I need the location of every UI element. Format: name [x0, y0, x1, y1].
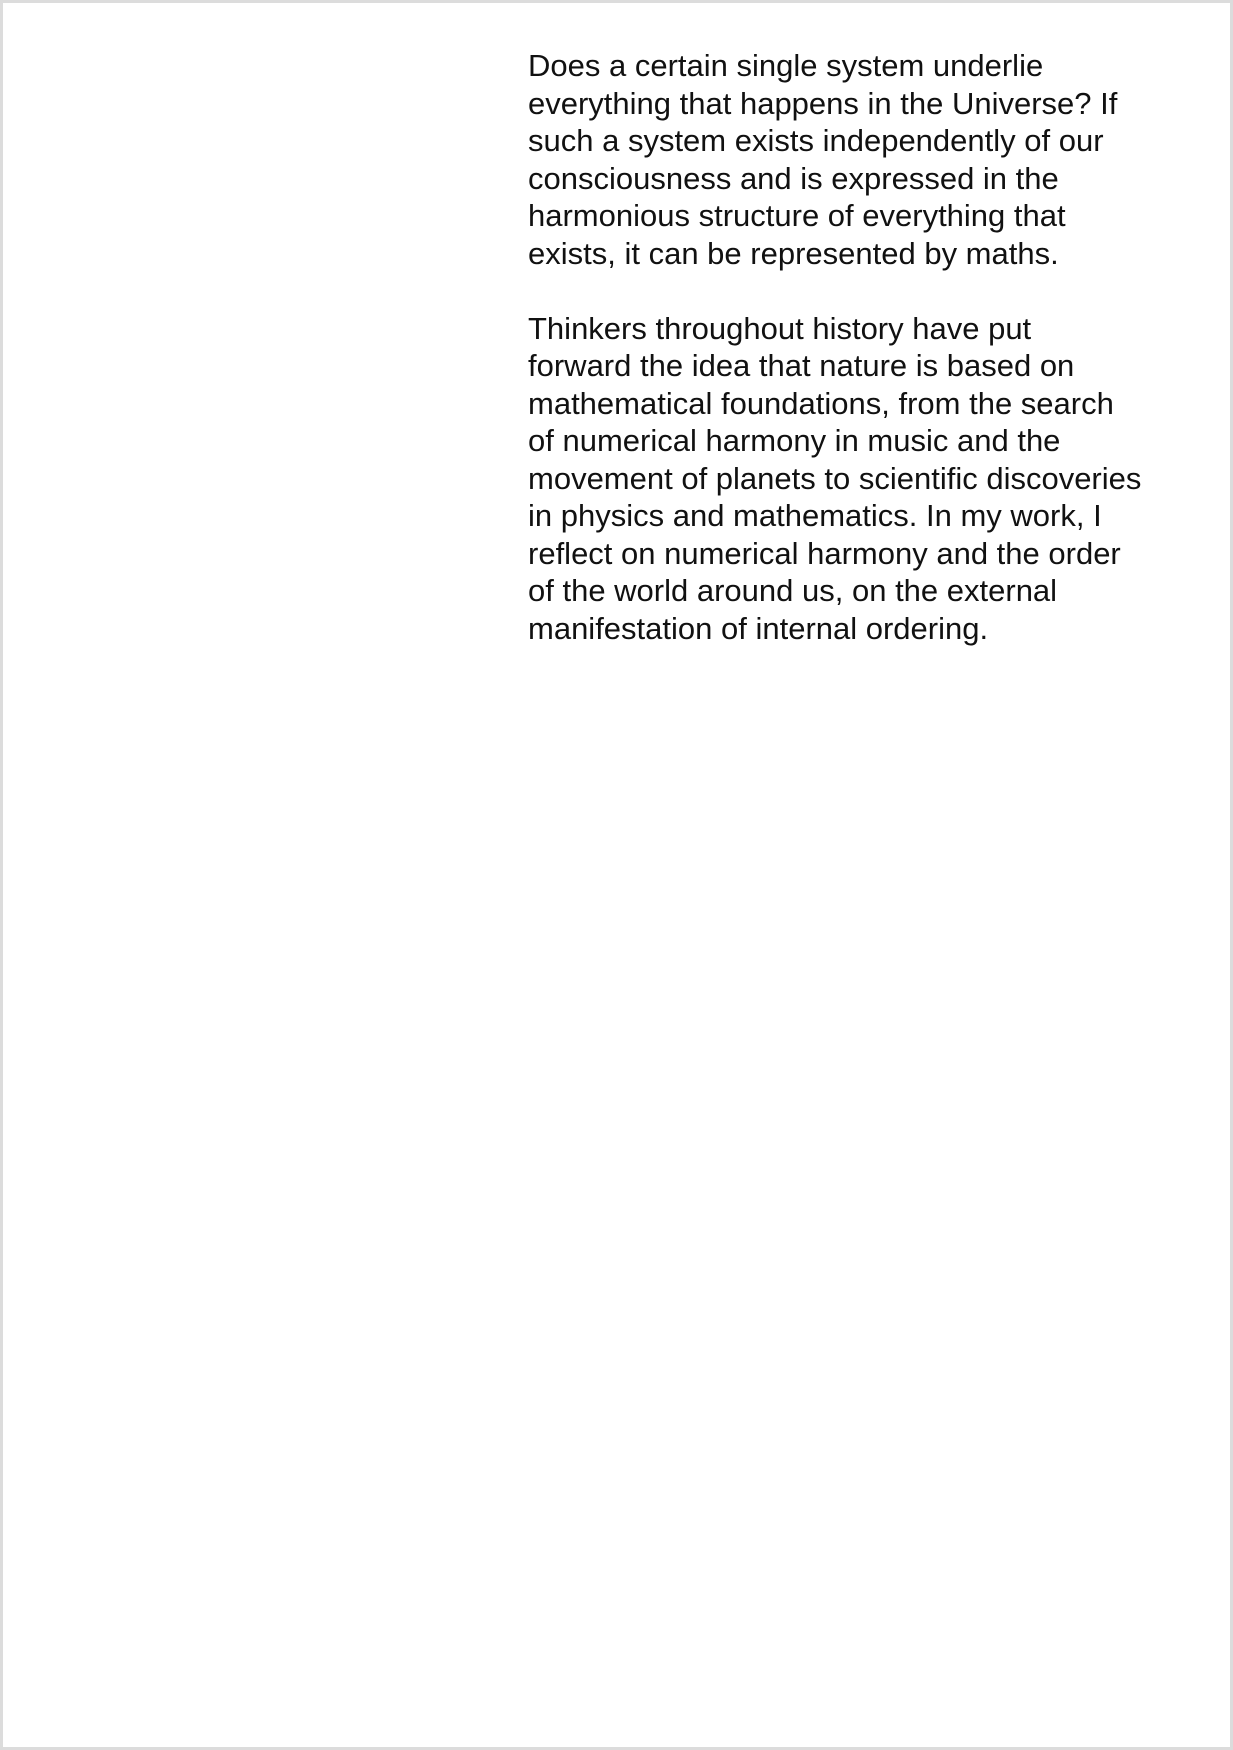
text-column — [528, 47, 1208, 685]
paragraph-intro: Does a certain single system underlie everything that happens in the Universe? If such a system exists independently of our consciousness and is expressed in the harmonious structure of everything that exists, it can be represented by maths. — [528, 48, 1118, 271]
paragraph-thinkers: Thinkers throughout history have put forward the idea that nature is based on mathematical foundations, from the search of numerical harmony in music and the movement of planets to scientific discoveries in physics and mathematics. In my work, I reflect on numerical harmony and the order of the world around us, on the external manifestation of internal ordering. — [528, 310, 1142, 646]
document-page — [3, 3, 1230, 1747]
